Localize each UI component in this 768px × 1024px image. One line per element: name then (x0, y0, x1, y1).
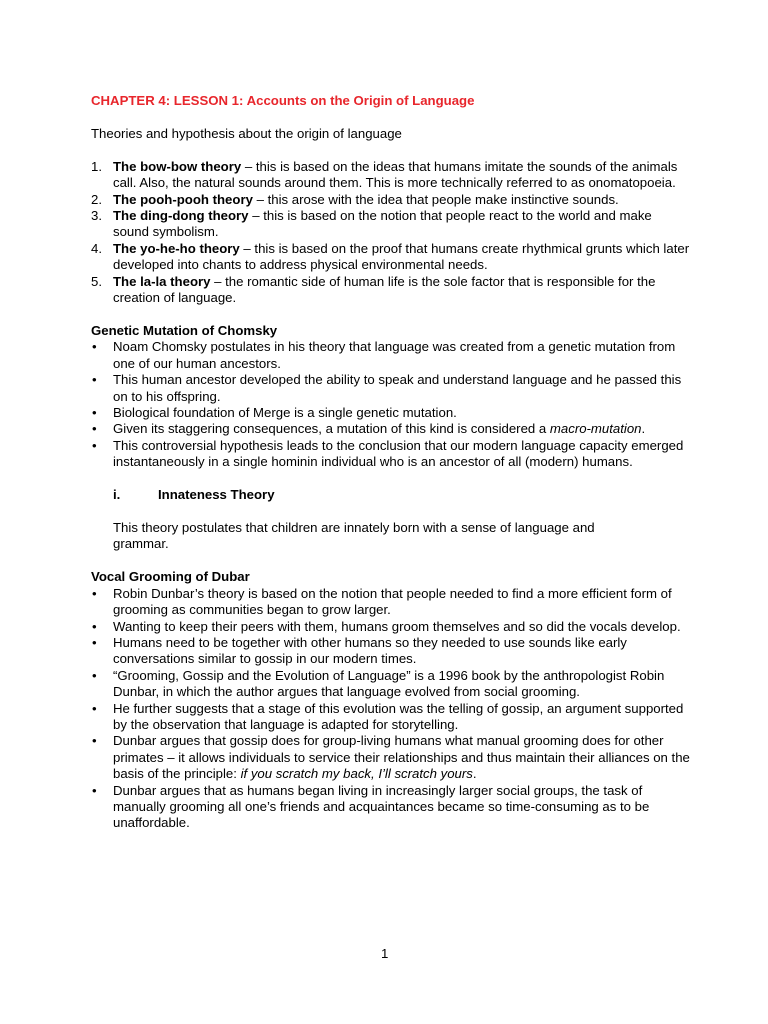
document-page: CHAPTER 4: LESSON 1: Accounts on the Origin of Language Theories and hypothesis about the origin of language 1. The bow-bow theory – this is based on the ideas that humans imitate the sounds of the animals call. Also, the natural sounds around them. This is more technically referred to as onomatopoeia. 2. The pooh-pooh theory – this arose with the idea that people make instinctive sounds. 3. The ding-dong theory – this is based on the notion that people react to the world and make sound symbolism. 4. The yo-he-ho theory – this is based on the proof that humans create rhythmical grunts which later developed into chants to address physical environmental needs. 5. The la-la theory – the romantic side of human life is the sole factor that is responsible for the creation of language. Genetic Mutation of Chomsky • Noam Chomsky postulates in his theory that language was created from a genetic mutation from one of our human ancestors. • This human ancestor developed the ability to speak and understand language and he passed this on to his offspring. • Biological foundation of Merge is a single genetic mutation. • Given its staggering consequences, a mutation of this kind is considered a macro-mutation. • This controversial hypothesis leads to the conclusion that our modern language capacity emerged instantaneously in a single hominin individual who is an ancestor of all (modern) humans. i. Innateness Theory This theory postulates that children are innately born with a sense of language and grammar. Vocal Grooming of Dubar • Robin Dunbar’s theory is based on the notion that people needed to find a more efficient form of grooming as communities began to grow larger. • Wanting to keep their peers with them, humans groom themselves and so did the vocals develop. • Humans need to be together with other humans so they needed to use sounds like early conversations similar to gossip in our modern times. • “Grooming, Gossip and the Evolution of Language” is a 1996 book by the anthropologist Robin Dunbar, in which the author argues that language evolved from social grooming. • He further suggests that a stage of this evolution was the telling of gossip, an argument supported by the observation that language is adapted for storytelling. • Dunbar argues that gossip does for group-living humans what manual grooming does for other primates – it allows individuals to service their relationships and thus maintain their alliances on the basis of the principle: if you scratch my back, I’ll scratch yours. • Dunbar argues that as humans began living in increasingly larger social groups, the task of manually grooming all one’s friends and acquaintances became so time-consuming as to be unaffordable. 1 (91, 93, 690, 961)
list-item: • Noam Chomsky postulates in his theory that language was created from a genetic mutation from one of our human ancestors. (92, 339, 676, 371)
list-item: • Robin Dunbar’s theory is based on the notion that people needed to find a more efficient form of grooming as communities began to grow larger. (92, 585, 672, 618)
list-item: • “Grooming, Gossip and the Evolution of Language” is a 1996 book by the anthropologist Robin Dunbar, in which the author argues that language evolved from social grooming. (92, 667, 665, 700)
theory-desc: – this is based on the proof that humans create rhythmical grunts which later developed into chants to address physical environmental needs. (113, 240, 690, 273)
roman-numeral: i. (113, 487, 121, 503)
bullet-glyph: • (92, 733, 97, 749)
theory-desc: – this is based on the ideas that humans imitate the sounds of the animals call. Also, the natural sounds around them. This is more technically referred to as onomatopoeia. (113, 158, 678, 191)
dubar-bullets (91, 586, 691, 832)
list-item: 1. The bow-bow theory – this is based on the ideas that humans imitate the sounds of the animals call. Also, the natural sounds around them. This is more technically referred to as onomatopoeia. (91, 158, 678, 191)
chomsky-bullets (91, 339, 691, 470)
bullet-glyph: • (92, 404, 97, 420)
bullet-glyph: • (92, 634, 97, 650)
bullet-glyph: • (92, 421, 97, 437)
dubar-heading: Vocal Grooming of Dubar (91, 569, 250, 585)
list-item: • Biological foundation of Merge is a single genetic mutation. (92, 404, 457, 420)
theory-desc: – this arose with the idea that people make instinctive sounds. (252, 191, 619, 207)
bullet-glyph: • (92, 585, 97, 601)
list-item: • This human ancestor developed the ability to speak and understand language and he passed this on to his offspring. (92, 372, 682, 404)
theories-list (91, 159, 691, 307)
macro-mutation-term: macro-mutation (549, 421, 642, 437)
list-item: 4. The yo-he-ho theory – this is based on the proof that humans create rhythmical grunts which later developed into chants to address physical environmental needs. (91, 240, 690, 273)
list-item: • Dunbar argues that as humans began living in increasingly larger social groups, the task of manually grooming all one’s friends and acquaintances became so time-consuming as to be unaffordable. (92, 782, 650, 831)
bullet-glyph: • (92, 700, 97, 716)
scratch-back-quote: if you scratch my back, I’ll scratch yours (240, 766, 473, 782)
bullet-glyph: • (92, 372, 97, 388)
innateness-paragraph: This theory postulates that children are innately born with a sense of language and grammar. (113, 519, 595, 552)
bullet-glyph: • (92, 339, 97, 355)
theory-name: The yo-he-ho theory (113, 240, 240, 256)
list-item: • Dunbar argues that gossip does for group-living humans what manual grooming does for other primates – it allows individuals to service their relationships and thus maintain their alliances on the basis of the principle: if you scratch my back, I’ll scratch yours. (92, 733, 690, 782)
theory-desc: – the romantic side of human life is the sole factor that is responsible for the creation of language. (113, 273, 656, 306)
chomsky-heading: Genetic Mutation of Chomsky (91, 322, 278, 338)
theory-name: The pooh-pooh theory (113, 191, 253, 207)
theory-name: The la-la theory (113, 273, 211, 289)
list-item: 3. The ding-dong theory – this is based on the notion that people react to the world and make sound symbolism. (91, 208, 652, 240)
bullet-glyph: • (92, 437, 97, 453)
page-content (91, 93, 691, 832)
list-item: • He further suggests that a stage of this evolution was the telling of gossip, an argument supported by the observation that language is adapted for storytelling. (92, 700, 684, 732)
list-item: • Given its staggering consequences, a mutation of this kind is considered a macro-mutation. (92, 421, 646, 437)
theory-name: The bow-bow theory (113, 158, 242, 174)
list-item: 5. The la-la theory – the romantic side of human life is the sole factor that is responsible for the creation of language. (91, 273, 656, 306)
list-item: • Humans need to be together with other humans so they needed to use sounds like early conversations similar to gossip in our modern times. (92, 634, 627, 667)
bullet-glyph: • (92, 667, 97, 683)
list-item: 2. The pooh-pooh theory – this arose with the idea that people make instinctive sounds. (91, 191, 619, 207)
theory-name: The ding-dong theory (113, 208, 249, 223)
chapter-title: CHAPTER 4: LESSON 1: Accounts on the Origin of Language (91, 93, 475, 108)
bullet-glyph: • (92, 782, 97, 798)
theory-desc: – this is based on the notion that people react to the world and make sound symbolism. (113, 208, 652, 240)
innateness-heading (91, 487, 691, 503)
innateness-title: Innateness Theory (158, 487, 275, 503)
list-item: • Wanting to keep their peers with them, humans groom themselves and so did the vocals develop. (92, 618, 681, 634)
bullet-glyph: • (92, 618, 97, 634)
list-item: • This controversial hypothesis leads to the conclusion that our modern language capacity emerged instantaneously in a single hominin individual who is an ancestor of all (modern) humans. (92, 437, 684, 470)
intro-line: Theories and hypothesis about the origin of language (91, 125, 402, 141)
